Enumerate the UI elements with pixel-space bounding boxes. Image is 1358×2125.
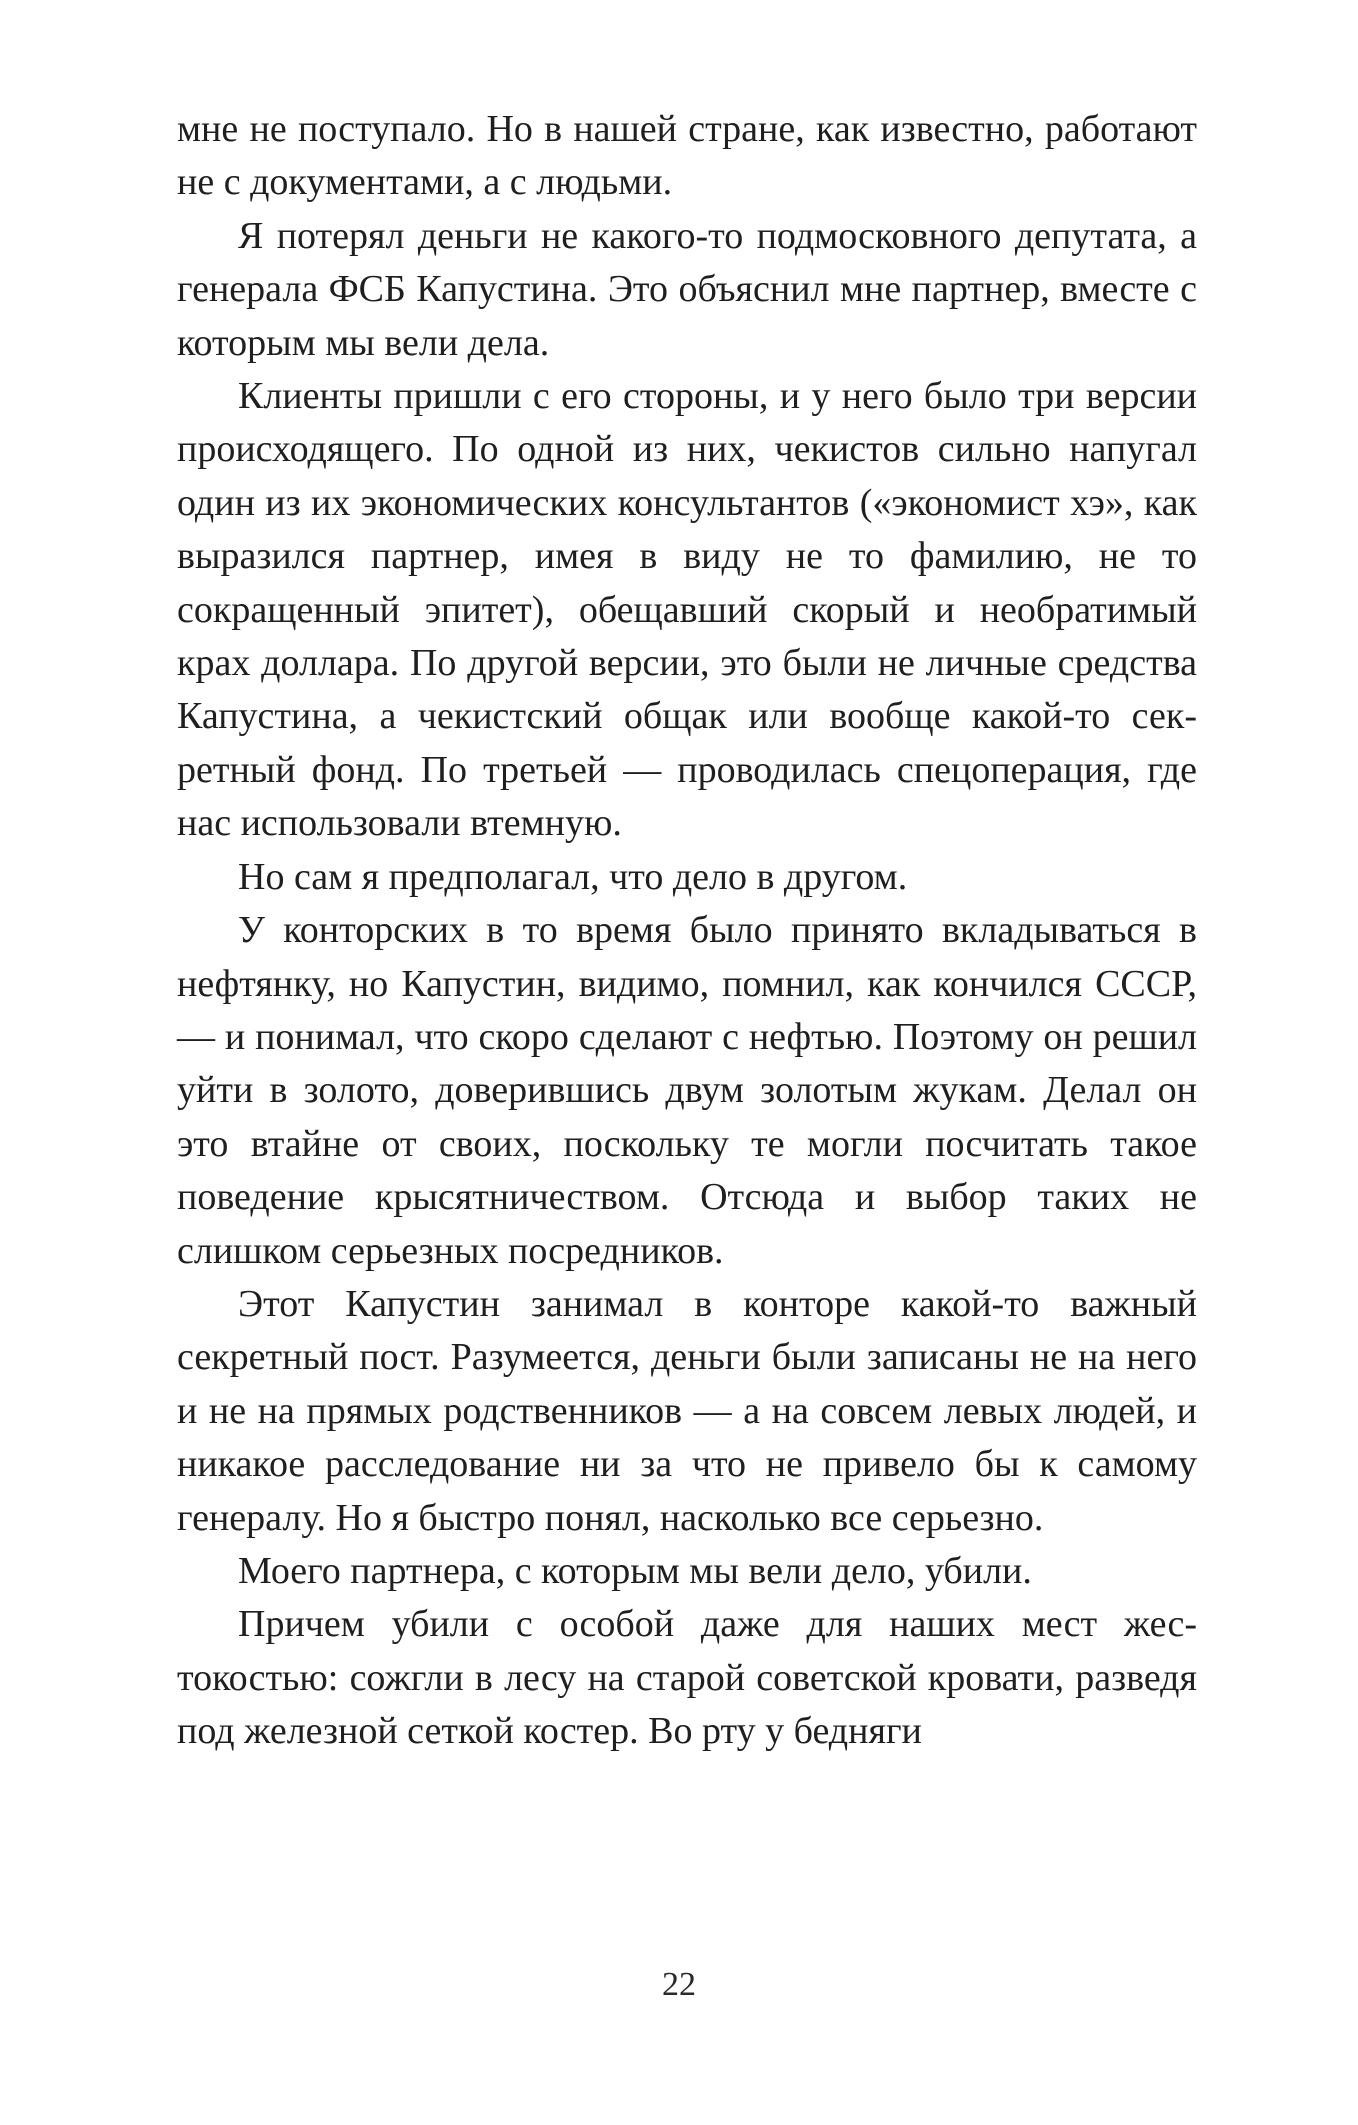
page-number: 22	[662, 1966, 696, 2003]
paragraph-7: Моего партнера, с которым мы вели дело, убили.	[238, 1549, 1032, 1592]
paragraph-8: Причем убили с особой даже для наших мест жестокостью: сожгли в лесу на старой советской кровати, разведя под железной сеткой костер. Во рту у бедняги	[177, 1603, 1197, 1753]
paragraph-2: Я потерял деньги не какого-то подмосковного депутата, а генерала ФСБ Капустина. Это объяснил мне партнер, вместе с которым мы вели дела.	[177, 214, 1197, 364]
paragraph-5: У конторских в то время было принято вкладываться в нефтянку, но Капустин, видимо, помнил, как кончился СССР, — и понимал, что скоро сделают с нефтью. Поэтому он решил уйти в золото, доверившись двум золотым жукам. Делал он это втайне от своих, поскольку те могли посчитать такое поведение крысятничеством. Отсюда и выбор таких не слишком серьезных посредников.	[177, 909, 1197, 1272]
page-text-block	[177, 103, 1197, 1759]
paragraph-3: Клиенты пришли с его стороны, и у него было три версии происходящего. По одной из них, чекистов сильно напугал один из их экономических консультантов («экономист хэ», как выразился партнер, имея в виду не то фамилию, не то сокращенный эпитет), обещавший скорый и необратимый крах доллара. По другой версии, это были не личные средства Капустина, а чекистский общак или вообще какой-то секретный фонд. По третьей — проводилась спецоперация, где нас использовали втемную.	[177, 375, 1197, 845]
paragraph-1: мне не поступало. Но в нашей стране, как известно, работают не с документами, а с людьми.	[177, 108, 1197, 204]
paragraph-4: Но сам я предполагал, что дело в другом.	[238, 855, 908, 898]
paragraph-6: Этот Капустин занимал в конторе какой-то важный секретный пост. Разумеется, деньги были записаны не на него и не на прямых родственников — а на совсем левых людей, и никакое расследование ни за что не привело бы к самому генералу. Но я быстро понял, насколько все серьезно.	[177, 1282, 1197, 1539]
